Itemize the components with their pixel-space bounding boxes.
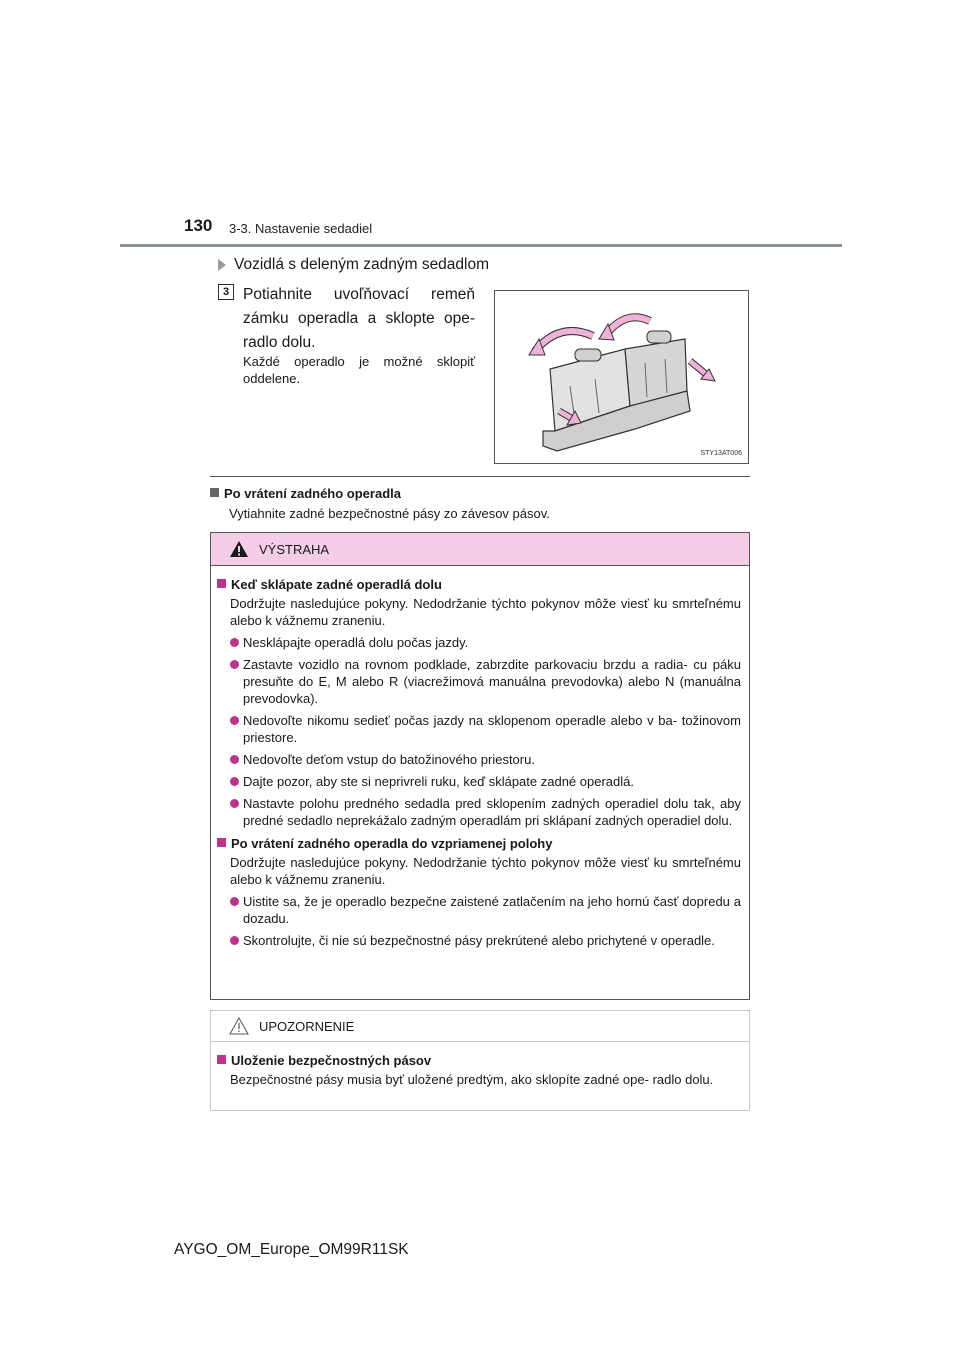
caution-text: Bezpečnostné pásy musia byť uložené predtým, ako sklopíte zadné ope- radlo dolu.	[230, 1072, 714, 1087]
caution-triangle-icon	[229, 1017, 249, 1035]
square-bullet-icon	[217, 579, 226, 588]
list-item: Dajte pozor, aby ste si neprivreli ruku, keď sklápate zadné operadlá.	[230, 773, 741, 790]
step-note: Každé operadlo je možné sklopiť oddelene.	[243, 354, 475, 386]
caution-header	[211, 1011, 749, 1042]
caution-body	[211, 1042, 749, 1088]
info-text: Vytiahnite zadné bezpečnostné pásy zo závesov pásov.	[229, 506, 550, 521]
figure-code: STY13AT006	[700, 450, 742, 457]
step-text: Potiahnite uvoľňovací remeň zámku operadla a sklopte ope- radlo dolu.	[243, 286, 475, 351]
warning-section-title: Keď sklápate zadné operadlá dolu	[217, 576, 741, 593]
bullet-dot-icon	[230, 777, 239, 786]
caution-label: UPOZORNENIE	[259, 1018, 355, 1034]
list-item: Nedovoľte deťom vstup do batožinového priestoru.	[230, 751, 741, 768]
bullet-dot-icon	[230, 638, 239, 647]
page-number: 130	[184, 216, 213, 235]
warning-body	[211, 566, 749, 949]
step-number: 3	[218, 284, 234, 300]
section-title: 3-3. Nastavenie sedadiel	[229, 221, 373, 236]
bullet-dot-icon	[230, 755, 239, 764]
info-title	[210, 486, 401, 501]
bullet-dot-icon	[230, 660, 239, 669]
separator	[210, 476, 750, 477]
warning-label: VÝSTRAHA	[259, 541, 330, 557]
bullet-dot-icon	[230, 716, 239, 725]
square-bullet-icon	[210, 488, 219, 497]
bullet-dot-icon	[230, 897, 239, 906]
list-item: Nastavte polohu predného sedadla pred sklopením zadných operadiel dolu tak, aby predné sedadlo neprekážalo zadným operadlám pri sklápaní zadných operadiel dolu.	[230, 795, 741, 829]
list-item: Zastavte vozidlo na rovnom podklade, zabrzdite parkovaciu brzdu a radia- cu páku presuňte do E, M alebo R (viacrežimová manuálna prevodovka) alebo N (manuálna prevodovka).	[230, 656, 741, 707]
warning-triangle-icon	[229, 540, 249, 558]
square-bullet-icon	[217, 1055, 226, 1064]
bullet-dot-icon	[230, 936, 239, 945]
header-divider	[120, 244, 842, 247]
warning-box	[210, 532, 750, 1000]
square-bullet-icon	[217, 838, 226, 847]
list-item: Nedovoľte nikomu sedieť počas jazdy na sklopenom operadle alebo v ba- tožinovom priestore.	[230, 712, 741, 746]
triangle-bullet-icon	[218, 259, 226, 271]
warning-section-intro: Dodržujte nasledujúce pokyny. Nedodržanie týchto pokynov môže viesť ku smrteľnému alebo k vážnemu zraneniu.	[230, 855, 741, 887]
bullet-dot-icon	[230, 799, 239, 808]
seat-figure	[494, 290, 749, 464]
caution-box	[210, 1010, 750, 1111]
list-item: Nesklápajte operadlá dolu počas jazdy.	[230, 634, 741, 651]
list-item: Skontrolujte, či nie sú bezpečnostné pásy prekrútené alebo prichytené v operadle.	[230, 932, 741, 949]
caution-title: Uloženie bezpečnostných pásov	[217, 1052, 741, 1069]
info-title-text: Po vrátení zadného operadla	[224, 486, 401, 501]
warning-header	[211, 533, 749, 566]
warning-section-title: Po vrátení zadného operadla do vzpriamenej polohy	[217, 835, 741, 852]
subheading	[218, 256, 489, 274]
warning-section-intro: Dodržujte nasledujúce pokyny. Nedodržanie týchto pokynov môže viesť ku smrteľnému alebo k vážnemu zraneniu.	[230, 596, 741, 628]
list-item: Uistite sa, že je operadlo bezpečne zaistené zatlačením na jeho hornú časť dopredu a dozadu.	[230, 893, 741, 927]
footer-doc-id: AYGO_OM_Europe_OM99R11SK	[174, 1241, 409, 1258]
split-rear-seat-fold-illustration	[495, 291, 748, 463]
subheading-text: Vozidlá s deleným zadným sedadlom	[234, 256, 490, 273]
